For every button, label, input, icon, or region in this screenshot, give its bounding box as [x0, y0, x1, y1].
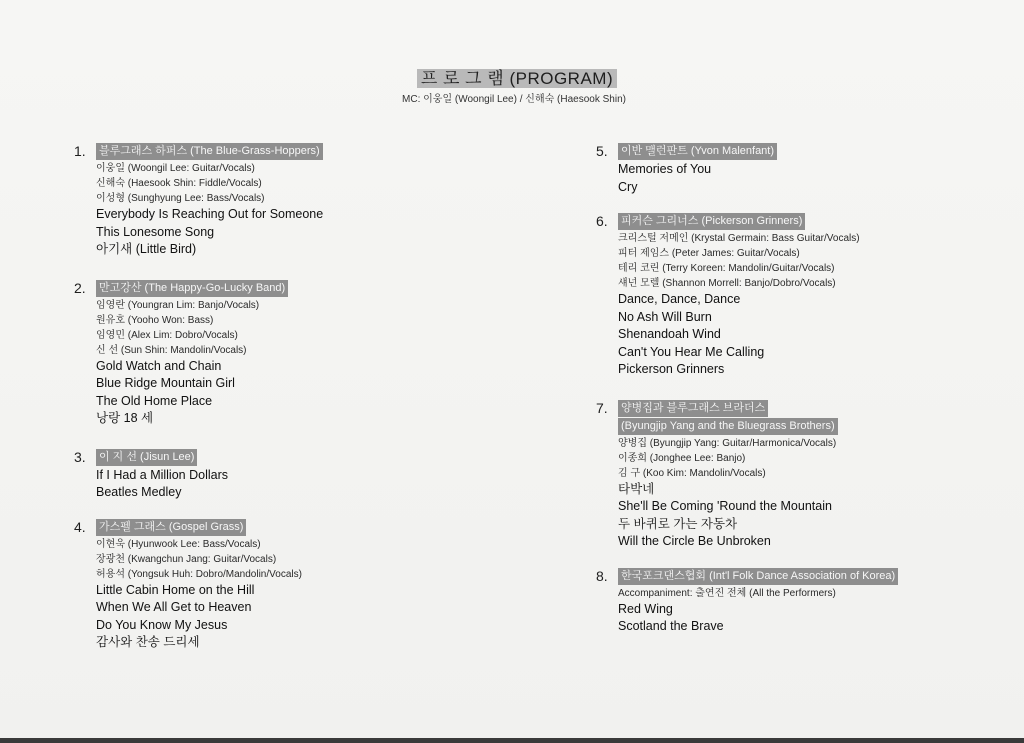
member-line: 허용석 (Yongsuk Huh: Dobro/Mandolin/Vocals) [96, 568, 302, 580]
song-title: Can't You Hear Me Calling [618, 344, 765, 359]
band-name: 이반 맬런판트 (Yvon Malenfant) [618, 143, 777, 160]
song-title: Shenandoah Wind [618, 327, 721, 341]
song-title: Dance, Dance, Dance [618, 292, 741, 306]
band-name: 블루그래스 하퍼스 (The Blue-Grass-Hoppers) [96, 143, 323, 160]
song-title: When We All Get to Heaven [96, 600, 252, 614]
section-number: 4. [74, 518, 86, 535]
program-section [74, 448, 504, 502]
song-title: No Ash Will Burn [618, 309, 712, 324]
member-line: 장광천 (Kwangchun Jang: Guitar/Vocals) [96, 553, 277, 565]
band-name: 한국포크댄스협회 (Int'l Folk Dance Association of Korea) [618, 568, 898, 585]
program-section [596, 399, 1016, 551]
song-title: Little Cabin Home on the Hill [96, 582, 255, 597]
member-line: 피터 제임스 (Peter James: Guitar/Vocals) [618, 248, 800, 259]
section-header [74, 279, 504, 298]
song-title: Blue Ridge Mountain Girl [96, 376, 235, 390]
member-line: 신해숙 (Haesook Shin: Fiddle/Vocals) [96, 178, 262, 189]
band-name: 피커슨 그리너스 (Pickerson Grinners) [618, 213, 805, 230]
page-bottom-edge [0, 738, 1024, 743]
song-title: 감사와 찬송 드리세 [96, 635, 200, 649]
program-section [596, 142, 1016, 196]
page-title-text: 프 로 그 램 (PROGRAM) [417, 69, 617, 88]
right-column [596, 142, 1016, 636]
song-title: This Lonesome Song [96, 224, 215, 239]
member-line: 신 선 (Sun Shin: Mandolin/Vocals) [96, 344, 247, 356]
song-title: The Old Home Place [96, 393, 213, 408]
band-name: 가스펠 그래스 (Gospel Grass) [96, 519, 246, 536]
band-name: 만고강산 (The Happy-Go-Lucky Band) [96, 280, 288, 297]
member-line: 김 구 (Koo Kim: Mandolin/Vocals) [618, 467, 766, 479]
song-title: 타박네 [618, 481, 655, 496]
member-line: Accompaniment: 출연진 전체 (All the Performers) [618, 587, 836, 599]
member-line: 양병집 (Byungjip Yang: Guitar/Harmonica/Vocals) [618, 437, 837, 449]
band-name-wrap [96, 142, 323, 161]
section-body [618, 231, 1016, 379]
mc-line: MC: 이웅일 (Woongil Lee) / 신해숙 (Haesook Shin) [402, 94, 626, 105]
band-name-wrap [618, 567, 898, 586]
band-name: 이 지 선 (Jisun Lee) [96, 449, 197, 466]
program-section [74, 279, 504, 428]
song-title: 두 바퀴로 가는 자동차 [618, 516, 738, 531]
member-line: 이성형 (Sunghyung Lee: Bass/Vocals) [96, 193, 265, 204]
band-name-wrap [96, 448, 197, 467]
program-section [74, 518, 504, 652]
section-body [618, 161, 1016, 196]
section-number: 7. [596, 399, 608, 416]
member-line: 임영민 (Alex Lim: Dobro/Vocals) [96, 329, 238, 341]
section-header [74, 518, 504, 537]
section-body [96, 467, 504, 502]
section-number: 1. [74, 143, 86, 159]
member-line: 임영란 (Youngran Lim: Banjo/Vocals) [96, 299, 260, 311]
member-line: 이현욱 (Hyunwook Lee: Bass/Vocals) [96, 538, 261, 550]
song-title: Red Wing [618, 601, 673, 616]
band-name: 양병집과 블루그래스 브라더스 [618, 400, 768, 417]
band-name-wrap [618, 142, 777, 161]
song-title: She'll Be Coming 'Round the Mountain [618, 499, 832, 513]
member-line: 이웅일 (Woongil Lee: Guitar/Vocals) [96, 163, 255, 174]
section-body [96, 298, 504, 428]
band-name: (Byungjip Yang and the Bluegrass Brothers) [618, 418, 838, 435]
song-title: 낭랑 18 세 [96, 411, 154, 425]
section-header [596, 142, 1016, 161]
section-body [618, 586, 1016, 636]
section-number: 2. [74, 279, 86, 296]
section-header [596, 567, 1016, 586]
member-line: 섀넌 모렐 (Shannon Morrell: Banjo/Dobro/Vocals) [618, 278, 836, 289]
section-header [596, 399, 1016, 436]
song-title: Memories of You [618, 162, 712, 176]
band-name-wrap [618, 212, 805, 231]
band-name-wrap [96, 279, 288, 298]
section-body [96, 161, 504, 259]
program-section [74, 142, 504, 259]
left-column [74, 142, 504, 652]
member-line: 테리 코린 (Terry Koreen: Mandolin/Guitar/Vocals) [618, 263, 835, 274]
section-header [74, 142, 504, 161]
member-line: 이종희 (Jonghee Lee: Banjo) [618, 452, 746, 464]
section-body [618, 436, 1016, 551]
song-title: Scotland the Brave [618, 619, 724, 633]
program-section [596, 212, 1016, 379]
section-number: 8. [596, 567, 608, 584]
song-title: Do You Know My Jesus [96, 617, 228, 632]
member-line: 크리스털 저메인 (Krystal Germain: Bass Guitar/Vocals) [618, 233, 860, 244]
member-line: 원유호 (Yooho Won: Bass) [96, 314, 214, 326]
section-body [96, 537, 504, 652]
section-number: 3. [74, 448, 86, 465]
band-name-wrap [618, 399, 838, 436]
section-number: 6. [596, 213, 608, 229]
song-title: Beatles Medley [96, 485, 182, 499]
song-title: Everybody Is Reaching Out for Someone [96, 207, 324, 221]
song-title: Gold Watch and Chain [96, 358, 222, 373]
song-title: Cry [618, 179, 638, 194]
song-title: 아기새 (Little Bird) [96, 242, 197, 256]
song-title: If I Had a Million Dollars [96, 467, 228, 482]
band-name-wrap [96, 518, 246, 537]
program-section [596, 567, 1016, 636]
page-title [0, 64, 1024, 89]
song-title: Will the Circle Be Unbroken [618, 534, 771, 548]
section-number: 5. [596, 143, 608, 159]
section-header [596, 212, 1016, 231]
song-title: Pickerson Grinners [618, 362, 725, 376]
section-header [74, 448, 504, 467]
